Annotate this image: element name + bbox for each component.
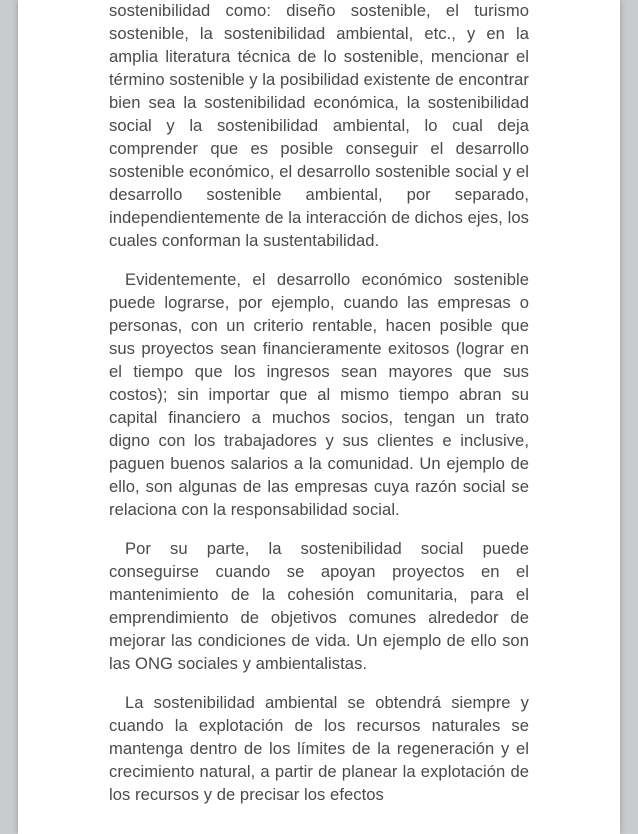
paragraph-2: Evidentemente, el desarrollo económico sostenible puede lograrse, por ejemplo, cuando las empresas o personas, con un criterio rentable, hacen posible que sus proyectos sean financieramente exitosos (lograr en el tiempo que los ingresos sean mayores que sus costos); sin importar que al mismo tiempo abran su capital financiero a muchos socios, tengan un trato digno con los trabajadores y sus clientes e inclusive, paguen buenos salarios a la comunidad. Un ejemplo de ello, son algunas de las empresas cuya razón social se relaciona con la responsabilidad social. bbox=[109, 270, 529, 519]
paragraph-1: sostenibilidad como: diseño sostenible, el turismo sostenible, la sostenibilidad ambiental, etc., y en la amplia literatura técnica de lo sostenible, mencionar el término sostenible y la posibilidad existente de encontrar bien sea la sostenibilidad económica, la sostenibilidad social y la sostenibilidad ambiental, lo cual deja comprender que es posible conseguir el desarrollo sostenible económico, el desarrollo sostenible social y el desarrollo sostenible ambiental, por separado, independientemente de la interacción de dichos ejes, los cuales conforman la sustentabilidad. bbox=[109, 1, 529, 250]
paragraph-3: Por su parte, la sostenibilidad social puede conseguirse cuando se apoyan proyectos en el mantenimiento de la cohesión comunitaria, para el emprendimiento de objetivos comunes alrededor de mejorar las condiciones de vida. Un ejemplo de ello son las ONG sociales y ambientalistas. bbox=[109, 539, 529, 673]
paragraph-4: La sostenibilidad ambiental se obtendrá siempre y cuando la explotación de los recursos naturales se mantenga dentro de los límites de la regeneración y el crecimiento natural, a partir de planear la explotación de los recursos y de precisar los efectos bbox=[109, 693, 529, 804]
document-body bbox=[109, 0, 529, 822]
document-page bbox=[18, 0, 620, 834]
